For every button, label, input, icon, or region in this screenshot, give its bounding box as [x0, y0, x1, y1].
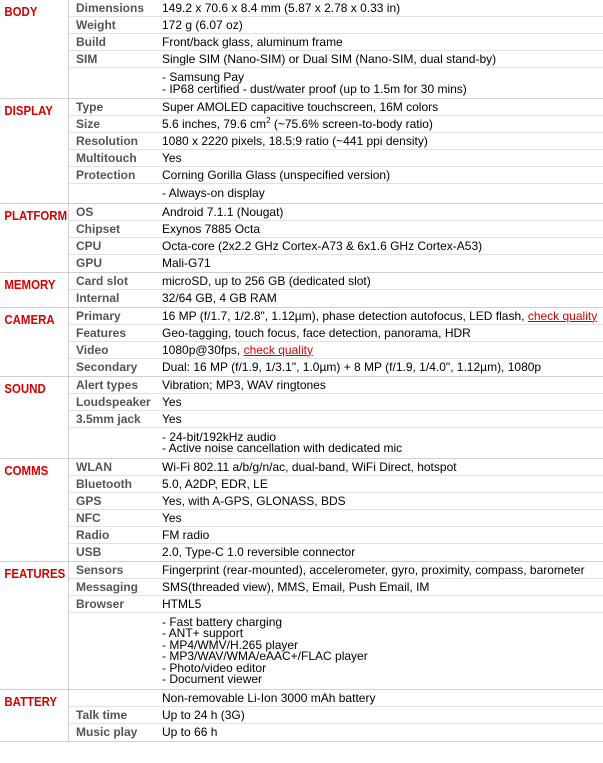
spec-row-extra [69, 690, 603, 707]
section-rows [68, 690, 603, 741]
spec-value-text: Exynos 7885 Octa [162, 221, 261, 236]
spec-label: Music play [76, 724, 138, 739]
spec-value [162, 204, 603, 220]
spec-note-line: - MP4/WMV/H.265 player [162, 637, 299, 652]
spec-note-line: - MP3/WAV/WMA/eAAC+/FLAC player [162, 649, 368, 663]
section-title: COMMS [4, 462, 49, 478]
spec-section-platform [0, 204, 603, 273]
spec-label: Multitouch [76, 151, 137, 165]
spec-row-browser [69, 596, 603, 613]
spec-label: Features [76, 325, 127, 340]
superscript: 2 [266, 116, 271, 125]
spec-label: SIM [76, 52, 98, 66]
spec-value-text: 1080 x 2220 pixels, 18.5:9 ratio (~441 ppi density) [162, 134, 428, 148]
section-rows [68, 99, 603, 203]
spec-value-text: 2.0, Type-C 1.0 reversible connector [162, 544, 356, 559]
spec-value [162, 68, 603, 98]
spec-value [162, 544, 603, 561]
spec-value [162, 99, 603, 115]
spec-label: Secondary [76, 359, 138, 374]
spec-label: Build [76, 35, 106, 49]
spec-label: 3.5mm jack [76, 411, 141, 426]
spec-row-build [69, 34, 603, 51]
spec-value-text: Vibration; MP3, WAV ringtones [162, 377, 326, 392]
spec-value-text: Corning Gorilla Glass (unspecified version) [162, 168, 391, 182]
spec-value-text: 172 g (6.07 oz) [162, 18, 243, 32]
spec-label: Size [76, 117, 101, 131]
section-title: MEMORY [4, 276, 56, 292]
spec-row-dimensions [69, 0, 603, 17]
spec-value [162, 150, 603, 166]
section-rows [68, 0, 603, 98]
spec-value-text: FM radio [162, 527, 210, 542]
spec-row-bluetooth [69, 476, 603, 493]
section-rows [68, 273, 603, 307]
spec-value [162, 459, 603, 475]
spec-value [162, 707, 603, 723]
spec-label: Radio [76, 527, 110, 542]
spec-value-text: 5.0, A2DP, EDR, LE [162, 476, 268, 491]
spec-label: CPU [76, 238, 102, 253]
spec-value [162, 0, 603, 16]
section-title: CAMERA [4, 311, 55, 327]
spec-value [162, 116, 603, 132]
spec-row-size [69, 116, 603, 133]
spec-value-text: HTML5 [162, 596, 202, 611]
spec-value-text: Wi-Fi 802.11 a/b/g/n/ac, dual-band, WiFi Direct, hotspot [162, 459, 457, 474]
spec-row-multitouch [69, 150, 603, 167]
check-quality-link[interactable]: check quality [527, 308, 598, 323]
spec-row-music-play [69, 724, 603, 741]
spec-row-radio [69, 527, 603, 544]
spec-row-usb [69, 544, 603, 561]
spec-value [162, 493, 603, 509]
spec-value-text: 5.6 inches, 79.6 cm [162, 117, 267, 131]
spec-value [162, 221, 603, 237]
spec-value-text: Yes [162, 510, 182, 525]
spec-value [162, 238, 603, 254]
spec-section-features [0, 562, 603, 690]
spec-value [162, 325, 603, 341]
spec-value [162, 167, 603, 183]
spec-row-type [69, 99, 603, 116]
spec-note-line: - Fast battery charging [162, 614, 283, 629]
spec-row-protection [69, 167, 603, 184]
spec-note-line: - Samsung Pay [162, 70, 245, 84]
spec-value [162, 476, 603, 492]
spec-value-text: (~75.6% screen-to-body ratio) [270, 117, 433, 131]
spec-row-sim [69, 51, 603, 68]
spec-value [162, 133, 603, 149]
spec-label [69, 68, 162, 98]
section-title: DISPLAY [4, 103, 53, 118]
spec-label: USB [76, 544, 102, 559]
spec-row-sensors [69, 562, 603, 579]
spec-value [162, 596, 603, 612]
spec-value-text: Super AMOLED capacitive touchscreen, 16M colors [162, 100, 439, 114]
spec-row-internal [69, 290, 603, 307]
spec-note-line: - 24-bit/192kHz audio [162, 429, 277, 444]
spec-row-alert-types [69, 377, 603, 394]
spec-value-text: Up to 66 h [162, 724, 218, 739]
spec-value-text: Mali-G71 [162, 255, 211, 270]
spec-row-gpu [69, 255, 603, 272]
spec-value [162, 562, 603, 578]
spec-value-text: 16 MP (f/1.7, 1/2.8", 1.12µm), phase detection autofocus, LED flash, [162, 308, 528, 323]
spec-label: Chipset [76, 221, 121, 236]
section-title: FEATURES [4, 565, 66, 581]
spec-row-cpu [69, 238, 603, 255]
spec-label: Messaging [76, 579, 139, 594]
spec-value-text: Yes, with A-GPS, GLONASS, BDS [162, 493, 346, 508]
spec-value [162, 51, 603, 67]
spec-section-battery [0, 690, 603, 742]
spec-value-text: 32/64 GB, 4 GB RAM [162, 290, 277, 305]
spec-value [162, 255, 603, 272]
spec-label: Weight [76, 18, 116, 32]
spec-label: Loudspeaker [76, 394, 151, 409]
spec-row-talk-time [69, 707, 603, 724]
spec-value [162, 342, 603, 358]
spec-section-comms [0, 459, 603, 562]
section-title: SOUND [4, 380, 46, 396]
spec-value [162, 579, 603, 595]
spec-value-text: 149.2 x 70.6 x 8.4 mm (5.87 x 2.78 x 0.33 in) [162, 1, 401, 15]
spec-note-line: - IP68 certified - dust/water proof (up to 1.5m for 30 mins) [162, 81, 467, 96]
spec-label: Type [76, 100, 104, 114]
spec-note-line: - Always-on display [162, 186, 265, 200]
spec-section-camera [0, 308, 603, 377]
spec-section-sound [0, 377, 603, 459]
section-title: BATTERY [4, 693, 58, 709]
spec-note-line: - ANT+ support [162, 626, 244, 640]
spec-label: Protection [76, 168, 136, 182]
spec-label: Resolution [76, 134, 138, 148]
spec-label [69, 690, 162, 706]
spec-value-text: Geo-tagging, touch focus, face detection, panorama, HDR [162, 325, 471, 340]
spec-label: Card slot [76, 273, 129, 288]
section-rows [68, 204, 603, 272]
spec-row-wlan [69, 459, 603, 476]
spec-value-text: Up to 24 h (3G) [162, 707, 245, 722]
spec-label [69, 613, 162, 689]
spec-label: Sensors [76, 562, 124, 577]
spec-label [69, 184, 162, 203]
spec-label: Bluetooth [76, 476, 132, 491]
spec-label [69, 428, 162, 458]
spec-value [162, 34, 603, 50]
spec-label: OS [76, 204, 94, 219]
spec-value [162, 359, 603, 376]
spec-note-line: - Active noise cancellation with dedicated mic [162, 441, 403, 455]
spec-label: Internal [76, 290, 120, 305]
spec-value [162, 613, 603, 689]
check-quality-link[interactable]: check quality [243, 342, 313, 357]
spec-value [162, 510, 603, 526]
spec-row-3-5mm-jack [69, 411, 603, 428]
spec-note-line: - Document viewer [162, 672, 263, 686]
spec-row-extra [69, 68, 603, 98]
spec-row-gps [69, 493, 603, 510]
spec-row-weight [69, 17, 603, 34]
spec-label: Dimensions [76, 1, 145, 15]
spec-value [162, 724, 603, 741]
spec-value-text: Android 7.1.1 (Nougat) [162, 204, 284, 219]
spec-value-text: Non-removable Li-Ion 3000 mAh battery [162, 690, 376, 705]
spec-value-text: Yes [162, 411, 182, 426]
spec-label: Browser [76, 596, 125, 611]
spec-label: Video [76, 342, 109, 357]
spec-label: GPU [76, 255, 103, 270]
spec-row-loudspeaker [69, 394, 603, 411]
spec-value-text: Dual: 16 MP (f/1.9, 1/3.1", 1.0µm) + 8 MP (f/1.9, 1/4.0", 1.12µm), 1080p [162, 359, 542, 374]
section-title: BODY [4, 4, 38, 19]
spec-value-text: Single SIM (Nano-SIM) or Dual SIM (Nano-SIM, dual stand-by) [162, 52, 497, 66]
spec-row-primary [69, 308, 603, 325]
spec-value [162, 690, 603, 706]
section-title: PLATFORM [4, 207, 68, 223]
spec-row-extra [69, 184, 603, 203]
spec-label: Talk time [76, 707, 128, 722]
spec-value [162, 377, 603, 393]
spec-value [162, 428, 603, 458]
spec-label: NFC [76, 510, 101, 525]
spec-row-chipset [69, 221, 603, 238]
spec-section-memory [0, 273, 603, 308]
spec-section-body [0, 0, 603, 99]
spec-row-os [69, 204, 603, 221]
spec-value-text: Fingerprint (rear-mounted), accelerometer, gyro, proximity, compass, barometer [162, 562, 585, 577]
spec-value-text: Yes [162, 394, 182, 409]
spec-label: GPS [76, 493, 102, 508]
spec-label: WLAN [76, 459, 112, 474]
spec-value [162, 290, 603, 307]
spec-value [162, 17, 603, 33]
spec-value [162, 394, 603, 410]
section-rows [68, 562, 603, 689]
spec-value-text: SMS(threaded view), MMS, Email, Push Email, IM [162, 579, 430, 594]
spec-value-text: Octa-core (2x2.2 GHz Cortex-A73 & 6x1.6 GHz Cortex-A53) [162, 238, 483, 253]
spec-row-video [69, 342, 603, 359]
spec-row-extra [69, 613, 603, 689]
section-rows [68, 377, 603, 458]
spec-value-text: Yes [162, 151, 182, 165]
spec-value [162, 527, 603, 543]
spec-row-features [69, 325, 603, 342]
spec-section-display [0, 99, 603, 204]
spec-row-card-slot [69, 273, 603, 290]
spec-row-secondary [69, 359, 603, 376]
section-rows [68, 459, 603, 561]
spec-label: Primary [76, 308, 121, 323]
section-rows [68, 308, 603, 376]
spec-value [162, 273, 603, 289]
spec-value-text: 1080p@30fps, [162, 342, 244, 357]
spec-value [162, 411, 603, 427]
spec-row-extra [69, 428, 603, 458]
spec-label: Alert types [76, 377, 139, 392]
spec-row-nfc [69, 510, 603, 527]
spec-value [162, 308, 603, 324]
spec-value-text: Front/back glass, aluminum frame [162, 35, 343, 49]
spec-value [162, 184, 603, 203]
spec-note-line: - Photo/video editor [162, 660, 267, 675]
spec-row-messaging [69, 579, 603, 596]
spec-value-text: microSD, up to 256 GB (dedicated slot) [162, 273, 371, 288]
spec-row-resolution [69, 133, 603, 150]
